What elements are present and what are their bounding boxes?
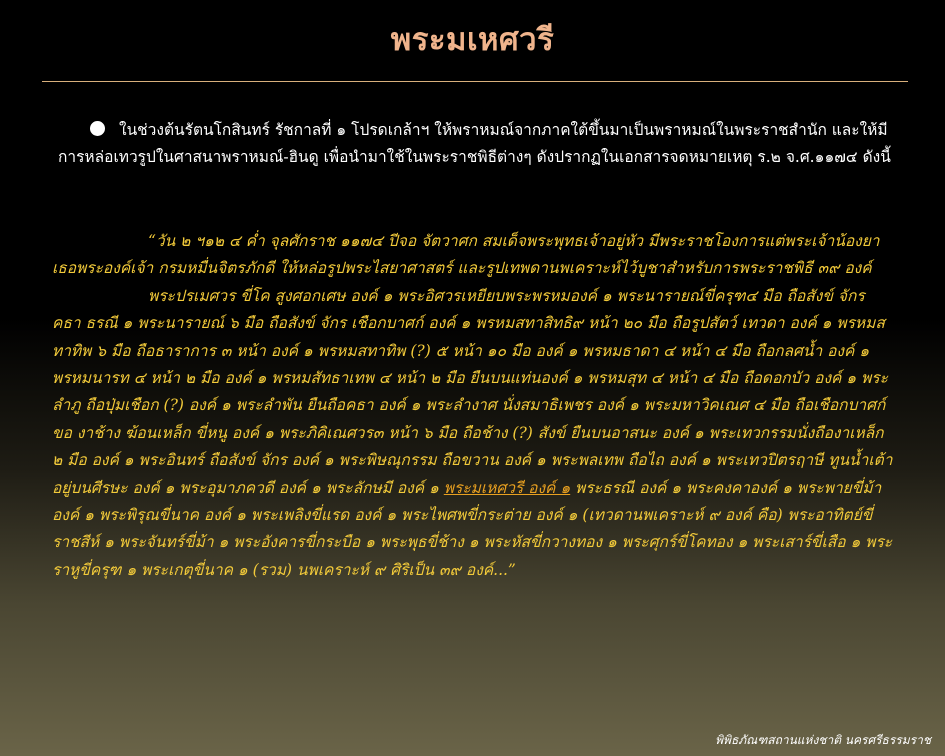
quote-paragraph-1: “วัน ๒ ฯ๑๒ ๔ ค่ำ จุลศักราช ๑๑๗๔ ปีจอ จัตวาศก สมเด็จพระพุทธเจ้าอยู่หัว มีพระราชโองการแต่พระเจ้าน้องยาเธอพระองค์เจ้า กรมหมื่นจิตรภักดี ให้หล่อรูปพระไสยาศาสตร์ และรูปเทพดานพเคราะห์ไว้บูชาสำหรับการพระราชพิธี ๓๙ องค์ [52,232,880,278]
page-title: พระมเหศวรี [390,22,555,58]
title-divider [42,81,908,82]
source-credit: พิพิธภัณฑสถานแห่งชาติ นครศรีธรรมราช [715,733,931,747]
bullet-icon [90,121,105,136]
highlight-link[interactable]: พระมเหศวรี องค์ ๑ [443,478,571,497]
quote-text-after: พระธรณี องค์ ๑ พระคงคาองค์ ๑ พระพายขี่ม้า องค์ ๑ พระพิรุณขี่นาค องค์ ๑ พระเพลิงขี่แรด องค์ ๑ พระไพศพขี่กระต่าย องค์ ๑ (เทวดานพเคราะห์ ๙ องค์ คือ) พระอาทิตย์ขี่ราชสีห์ ๑ พระจันทร์ขี่ม้า ๑ พระอังคารขี่กระบือ ๑ พระพุธขี่ช้าง ๑ พระหัสขี่กวางทอง ๑ พระศุกร์ขี่โคทอง ๑ พระเสาร์ขี่เสือ ๑ พระราหูขี่ครุฑ ๑ พระเกตุขี่นาค ๑ (รวม) นพเคราะห์ ๙ ศิริเป็น ๓๙ องค์...” [52,478,893,579]
quote-paragraph-2 [52,283,897,584]
intro-paragraph [58,117,898,171]
intro-text: ในช่วงต้นรัตนโกสินทร์ รัชกาลที่ ๑ โปรดเกล้าฯ ให้พราหมณ์จากภาคใต้ขึ้นมาเป็นพราหมณ์ในพระราชสำนัก และให้มีการหล่อเทวรูปในศาสนาพราหมณ์-ฮินดู เพื่อนำมาใช้ในพระราชพิธีต่างๆ ดังปรากฏในเอกสารจดหมายเหตุ ร.๒ จ.ศ.๑๑๗๔ ดังนี้ [58,121,891,166]
quote-text-before: พระปรเมศวร ขี่โค สูงศอกเศษ องค์ ๑ พระอิศวรเหยียบพระพรหมองค์ ๑ พระนารายณ์ขี่ครุฑ๔ มือ ถือสังข์ จักร คธา ธรณี ๑ พระนารายณ์ ๖ มือ ถือสังข์ จักร เชือกบาศก์ องค์ ๑ พรหมสทาสิทธิ๙ หน้า ๒๐ มือ ถือรูปสัตว์ เทวดา องค์ ๑ พรหมสทาทิพ ๖ มือ ถือธาราการ ๓ หน้า องค์ ๑ พรหมสทาทิพ (?) ๕ หน้า ๑๐ มือ องค์ ๑ พรหมธาดา ๔ หน้า ๔ มือ ถือกลศน้ำ องค์ ๑ พรหมนารท ๔ หน้า ๒ มือ องค์ ๑ พรหมสัทธาเทพ ๔ หน้า ๒ มือ ยืนบนแท่นองค์ ๑ พรหมสุท ๔ หน้า ๔ มือ ถือดอกบัว องค์ ๑ พระลำภู ถือปุ่มเชือก (?) องค์ ๑ พระลำพัน ยืนถือคธา องค์ ๑ พระลำงาศ นั่งสมาธิเพชร องค์ ๑ พระมหาวิคเณศ ๔ มือ ถือเชือกบาศก์ ขอ งาช้าง ฆ้อนเหล็ก ขี่หนู องค์ ๑ พระภิคิเณศวร๓ หน้า ๖ มือ ถือช้าง (?) สังข์ ยืนบนอาสนะ องค์ ๑ พระเทวกรรมนั่งถืองาเหล็ก ๒ มือ องค์ ๑ พระอินทร์ ถือสังข์ จักร องค์ ๑ พระพิษณุกรรม ถือขวาน องค์ ๑ พระพลเทพ ถือไถ องค์ ๑ พระเทวปิตรฤาษี ทูนน้ำเต้าอยู่บนศีรษะ องค์ ๑ พระอุมาภควดี องค์ ๑ พระลักษมี องค์ ๑ [52,286,893,497]
archive-quote [52,228,897,584]
